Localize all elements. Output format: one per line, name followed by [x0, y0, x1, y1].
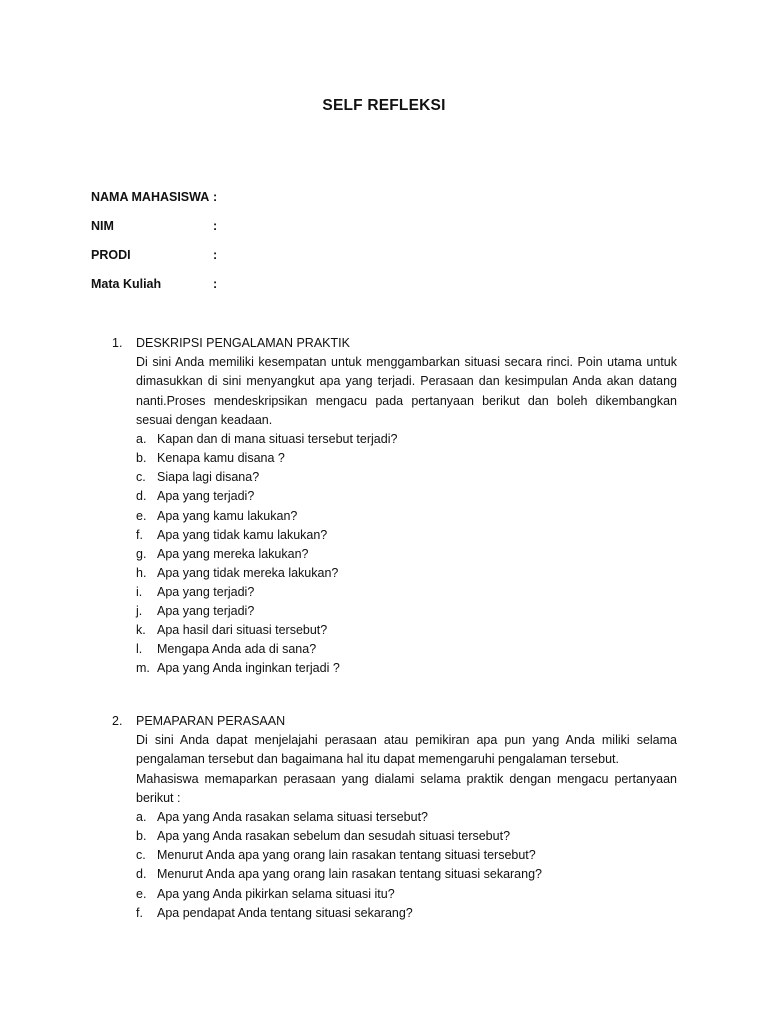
list-text: Siapa lagi disana? [157, 470, 260, 485]
list-text: Apa yang Anda inginkan terjadi ? [157, 661, 340, 676]
list-text: Apa yang mereka lakukan? [157, 546, 309, 561]
list-text: Apa yang tidak mereka lakukan? [157, 565, 339, 580]
section-number: 1. [112, 336, 123, 350]
list-text: Kenapa kamu disana ? [157, 451, 285, 466]
list-letter: b. [136, 829, 147, 844]
section-deskripsi-pengalaman [112, 334, 677, 678]
list-letter: a. [136, 810, 147, 825]
section-heading [112, 712, 677, 731]
list-letter: d. [136, 489, 147, 504]
list-item [136, 507, 677, 526]
list-item [136, 564, 677, 583]
list-text: Apa yang terjadi? [157, 489, 255, 504]
list-item [136, 545, 677, 564]
list-item [136, 449, 677, 468]
section-paragraph: Di sini Anda dapat menjelajahi perasaan atau pemikiran apa pun yang Anda miliki selama pengalaman tersebut dan bagaimana hal itu dapat memengaruhi pengalaman tersebut. [136, 733, 677, 767]
list-item [136, 885, 677, 904]
list-text: Apa pendapat Anda tentang situasi sekarang? [157, 905, 413, 920]
list-text: Apa yang terjadi? [157, 584, 255, 599]
question-list [112, 430, 677, 678]
list-item [136, 583, 677, 602]
list-item [136, 904, 677, 923]
list-letter: e. [136, 508, 147, 523]
list-letter: g. [136, 546, 147, 561]
list-item [136, 865, 677, 884]
list-letter: e. [136, 886, 147, 901]
list-text: Mengapa Anda ada di sana? [157, 642, 317, 657]
list-text: Apa yang Anda rasakan selama situasi tersebut? [157, 810, 429, 825]
list-text: Apa yang tidak kamu lakukan? [157, 527, 328, 542]
list-letter: c. [136, 470, 146, 485]
section-number: 2. [112, 714, 123, 728]
field-colon: : [213, 219, 218, 233]
list-text: Kapan dan di mana situasi tersebut terjadi? [157, 432, 398, 447]
section-pemaparan-perasaan [112, 712, 677, 923]
list-item [136, 808, 677, 827]
section-title: DESKRIPSI PENGALAMAN PRAKTIK [136, 336, 350, 350]
list-letter: b. [136, 451, 147, 466]
list-item [136, 621, 677, 640]
list-letter: i. [136, 584, 143, 599]
section-paragraph: Mahasiswa memaparkan perasaan yang dialami selama praktik dengan mengacu pertanyaan berikut : [136, 771, 677, 805]
field-label: NIM [91, 219, 114, 233]
list-text: Menurut Anda apa yang orang lain rasakan tentang situasi tersebut? [157, 848, 536, 863]
list-letter: f. [136, 527, 143, 542]
list-item [136, 526, 677, 545]
list-letter: c. [136, 848, 146, 863]
list-text: Apa yang Anda rasakan sebelum dan sesudah situasi tersebut? [157, 829, 511, 844]
list-letter: k. [136, 623, 146, 638]
field-label: Mata Kuliah [91, 277, 162, 291]
list-text: Apa yang kamu lakukan? [157, 508, 298, 523]
list-letter: f. [136, 905, 143, 920]
list-item [136, 846, 677, 865]
list-letter: l. [136, 642, 143, 657]
section-title: PEMAPARAN PERASAAN [136, 714, 286, 728]
list-text: Menurut Anda apa yang orang lain rasakan tentang situasi sekarang? [157, 867, 542, 882]
section-heading [112, 334, 677, 353]
list-letter: a. [136, 432, 147, 447]
list-letter: d. [136, 867, 147, 882]
list-item [136, 430, 677, 449]
field-label: NAMA MAHASISWA [91, 190, 210, 204]
list-letter: h. [136, 565, 147, 580]
list-letter: j. [136, 604, 143, 619]
document-title: SELF REFLEKSI [322, 97, 446, 114]
list-text: Apa hasil dari situasi tersebut? [157, 623, 328, 638]
list-letter: m. [136, 661, 150, 676]
list-text: Apa yang terjadi? [157, 604, 255, 619]
list-item [136, 602, 677, 621]
list-item [136, 659, 677, 678]
list-item [136, 640, 677, 659]
field-colon: : [213, 190, 218, 204]
section-paragraph: Di sini Anda memiliki kesempatan untuk menggambarkan situasi secara rinci. Poin utama untuk dimasukkan di sini menyangkut apa yang terjadi. Perasaan dan kesimpulan Anda akan datang nanti.Proses mendeskripsikan mengacu pada pertanyaan berikut dan boleh dikembangkan sesuai dengan keadaan. [136, 355, 677, 427]
list-item [136, 468, 677, 487]
list-text: Apa yang Anda pikirkan selama situasi itu? [157, 886, 395, 901]
field-colon: : [213, 248, 218, 262]
list-item [136, 827, 677, 846]
list-item [136, 487, 677, 506]
field-label: PRODI [91, 248, 131, 262]
field-colon: : [213, 277, 218, 291]
question-list [112, 808, 677, 923]
